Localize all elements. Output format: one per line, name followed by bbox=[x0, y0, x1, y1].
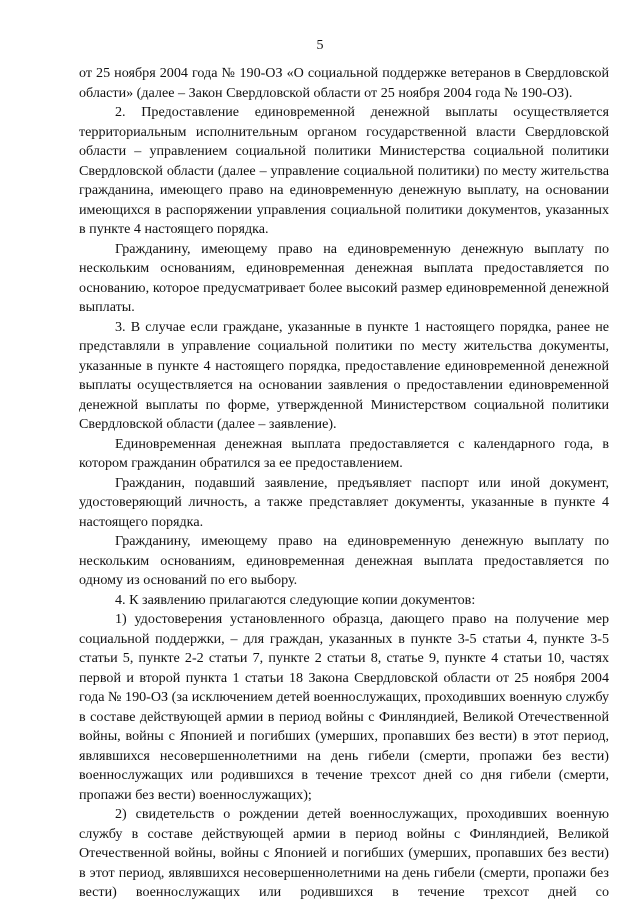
page-number: 5 bbox=[316, 38, 324, 53]
paragraph-item-3: 3. В случае если граждане, указанные в пункте 1 настоящего порядка, ранее не представляли в управление социальной политики по месту жительства документы, указанные в пункте 4 настоящего порядка, предоставление единовременной денежной выплаты осуществляется на основании заявления о предоставлении единовременной денежной выплаты по форме, утвержденной Министерством социальной политики Свердловской области (далее – заявление). bbox=[79, 318, 609, 432]
paragraph-item-4: 4. К заявлению прилагаются следующие копии документов: bbox=[115, 591, 476, 608]
document-body bbox=[79, 64, 609, 903]
paragraph-item-2: 2. Предоставление единовременной денежной выплаты осуществляется территориальным исполнительным органом государственной власти Свердловской области – управлением социальной политики Министерства социальной политики Свердловской области (далее – управление социальной политики) по месту жительства гражданина, имеющего право на единовременную денежную выплату, на основании имеющихся в распоряжении управления социальной политики документов, указанных в пункте 4 настоящего порядка. bbox=[79, 104, 609, 237]
paragraph-multiple-grounds: Гражданину, имеющему право на единовременную денежную выплату по нескольким основаниям, единовременная денежная выплата предоставляется по основанию, которое предусматривает более высокий размер единовременной денежной выплаты. bbox=[79, 240, 609, 315]
paragraph-law-reference: от 25 ноября 2004 года № 190-ОЗ «О социальной поддержке ветеранов в Свердловской области» (далее – Закон Свердловской области от 25 ноября 2004 года № 190-ОЗ). bbox=[79, 65, 609, 101]
paragraph-passport: Гражданин, подавший заявление, предъявляет паспорт или иной документ, удостоверяющий личность, а также представляет документы, указанные в пункте 4 настоящего порядка. bbox=[79, 474, 609, 530]
paragraph-subitem-2: 2) свидетельств о рождении детей военнослужащих, проходивших военную службу в составе действующей армии в период войны с Финляндией, Великой Отечественной войны, войны с Японией и погибших (умерших, пропавших без вести) в этот период, являвшихся несовершеннолетними на день гибели (смерти, пропажи без вести) военнослужащих или родившихся в течение трехсот дней со bbox=[79, 806, 609, 900]
paragraph-choice-of-ground: Гражданину, имеющему право на единовременную денежную выплату по нескольким основаниям, единовременная денежная выплата предоставляется по одному из оснований по его выбору. bbox=[79, 533, 609, 588]
paragraph-subitem-1: 1) удостоверения установленного образца, дающего право на получение мер социальной поддержки, – для граждан, указанных в пункте 3-5 статьи 4, пункте 3-5 статьи 5, пункте 2-2 статьи 7, пункте 2 статьи 8, статье 9, пункте 4 статьи 10, частях первой и второй пункта 1 статьи 18 Закона Свердловской области от 25 ноября 2004 года № 190-ОЗ (за исключением детей военнослужащих, проходивших военную службу в составе действующей армии в период войны с Финляндией, Великой Отечественной войны, войны с Японией и погибших (умерших, пропавших без вести) в этот период, являвшихся несовершеннолетними на день гибели (смерти, пропажи без вести) военнослужащих или родившихся в течение трехсот дней со дня гибели (смерти, пропажи без вести) военнослужащих); bbox=[79, 611, 609, 803]
paragraph-calendar-year: Единовременная денежная выплата предоставляется с календарного года, в котором гражданин обратился за ее предоставлением. bbox=[79, 435, 609, 471]
